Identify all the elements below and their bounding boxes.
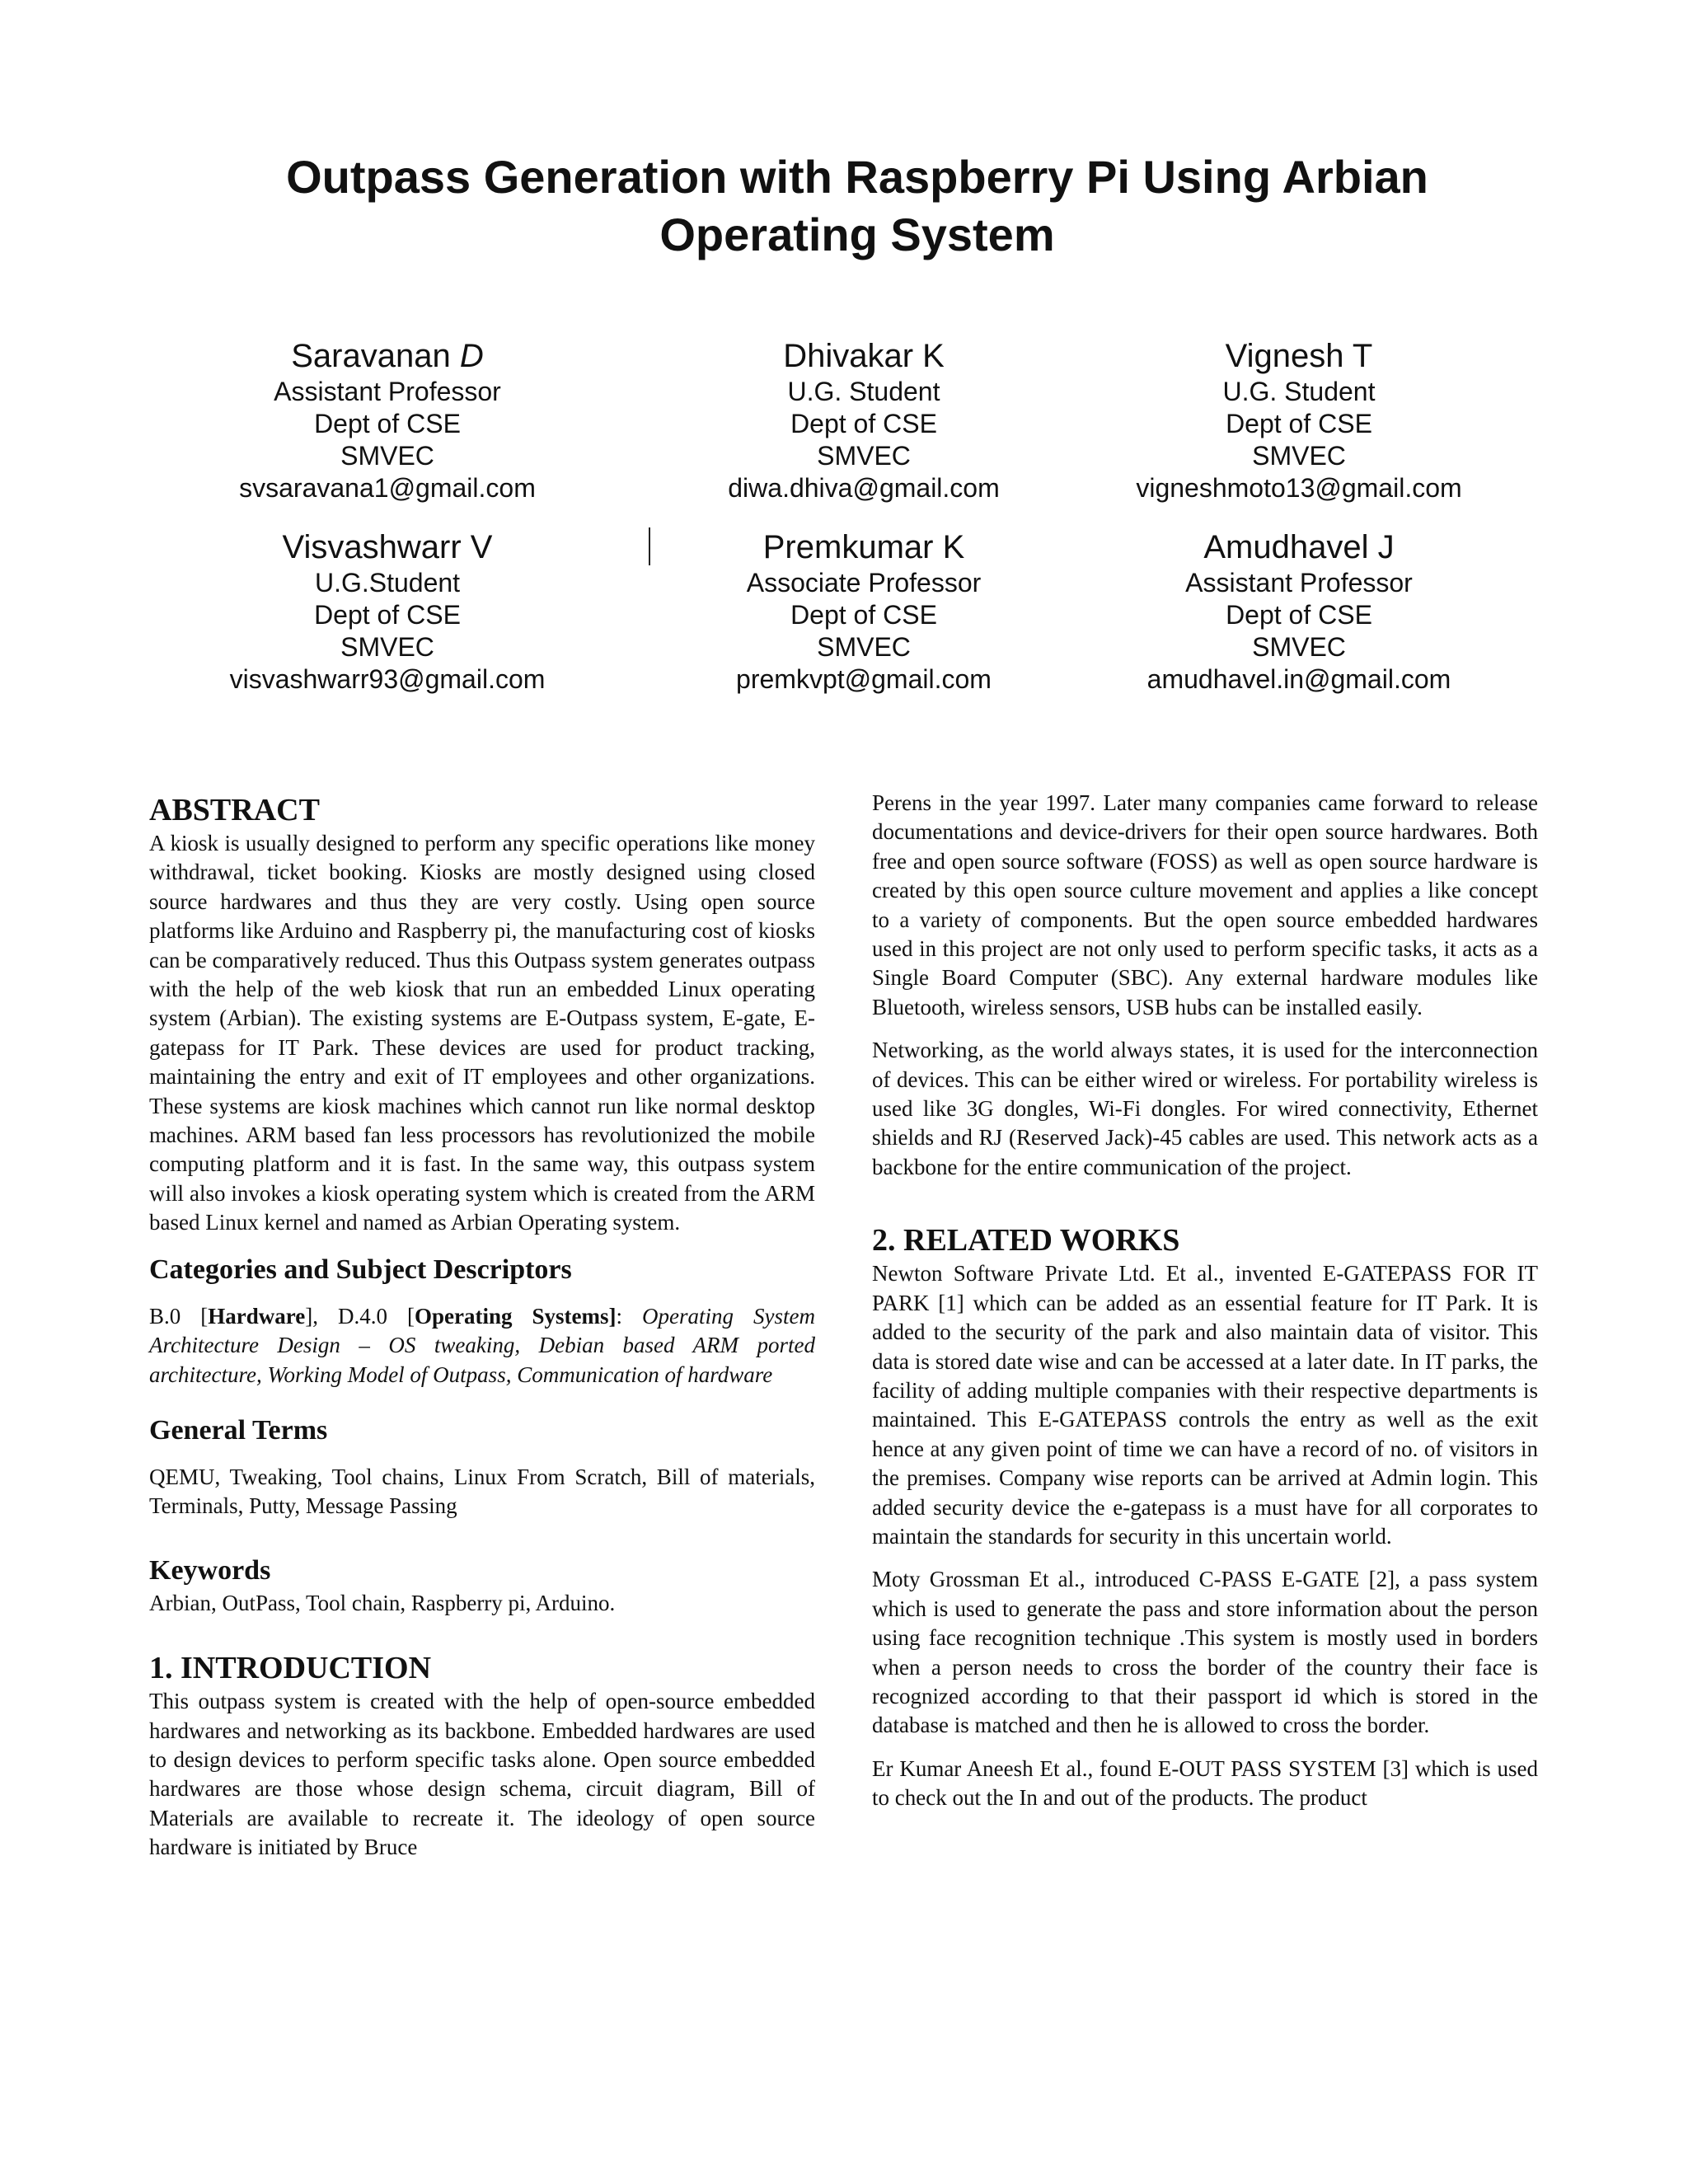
networking-text: Networking, as the world always states, it is used for the interconnection of devices. This can be either wired or wireless. For portability wireless is used like 3G dongles, Wi-Fi dongles. For wired connectivity, Ethernet shields and RJ (Reserved Jack)-45 cables are used. This network acts as a backbone for the entire communication of the project. [872, 1038, 1538, 1179]
author-dept: Dept of CSE [790, 409, 937, 438]
author-org: SMVEC [1252, 632, 1346, 662]
author-name: Dhivakar K [783, 338, 945, 374]
abstract-text: A kiosk is usually designed to perform any specific operations like money withdrawal, ticket booking. Kiosks are mostly designed using closed source hardwares and thus they are very costly. Using open source platforms like Arduino and Raspberry pi, the manufacturing cost of kiosks can be comparatively reduced. Thus this Outpass system generates outpass with the help of the web kiosk that run an embedded Linux operating system (Arbian). The existing systems are E-Outpass system, E-gate, E-gatepass for IT Park. These devices are used for product tracking, maintaining the entry and exit of IT employees and other organizations. These systems are kiosk machines which cannot run like normal desktop machines. ARM based fan less processors has revolutionized the mobile computing platform and it is fast. In the same way, this outpass system will also invokes a kiosk operating system which is created from the ARM based Linux kernel and named as Arbian Operating system. [149, 831, 815, 1235]
author-block [157, 527, 618, 696]
author-position: U.G.Student [314, 568, 461, 598]
introduction-heading: 1. INTRODUCTION [149, 1651, 432, 1686]
author-dept: Dept of CSE [1226, 600, 1372, 630]
categories-heading: Categories and Subject Descriptors [149, 1254, 572, 1285]
author-email[interactable]: diwa.dhiva@gmail.com [728, 473, 1000, 503]
abstract-heading: ABSTRACT [149, 793, 320, 827]
author-email[interactable]: svsaravana1@gmail.com [239, 473, 536, 503]
author-name: Vignesh T [1225, 338, 1373, 374]
author-name: Saravanan D [291, 338, 484, 374]
paper-title-line-1: Outpass Generation with Raspberry Pi Using Arbian [286, 151, 1428, 203]
author-block [1068, 336, 1530, 504]
author-position: Assistant Professor [1185, 568, 1413, 598]
author-dept: Dept of CSE [314, 600, 461, 630]
paper-title-line-2: Operating System [659, 209, 1055, 260]
related-works-paragraph-2: Moty Grossman Et al., introduced C-PASS E-GATE [2], a pass system which is used to generate the pass and store information about the person using face recognition technique .This system is mostly used in borders when a person needs to cross the border of the country their face is recognized according to that their passport id which is stored in the database is matched and then he is allowed to cross the border. [872, 1567, 1538, 1738]
author-org: SMVEC [340, 632, 434, 662]
author-block [633, 527, 1095, 696]
author-org: SMVEC [340, 441, 434, 471]
author-block [1068, 527, 1530, 696]
categories-text: B.0 [Hardware], D.4.0 [Operating Systems]: Operating System Architecture Design – OS tweaking, Debian based ARM ported architecture, Working Model of Outpass, Communication of hardware [149, 1303, 816, 1387]
author-name: Amudhavel J [1203, 529, 1395, 565]
related-works-heading: 2. RELATED WORKS [872, 1223, 1180, 1258]
introduction-text: This outpass system is created with the help of open-source embedded hardwares and networking as its backbone. Embedded hardwares are used to design devices to perform specific tasks alone. Open source embedded hardwares are those whose design schema, circuit diagram, Bill of Materials are available to recreate it. The ideology of open source hardware is initiated by Bruce [149, 1689, 815, 1860]
author-dept: Dept of CSE [790, 600, 937, 630]
related-works-paragraph-3: Er Kumar Aneesh Et al., found E-OUT PASS SYSTEM [3] which is used to check out the In and out of the products. The product [872, 1755, 1538, 1811]
author-position: Associate Professor [746, 568, 982, 598]
author-block [157, 336, 618, 504]
author-dept: Dept of CSE [1226, 409, 1372, 438]
author-name: Visvashwarr V [282, 529, 493, 565]
author-email[interactable]: vigneshmoto13@gmail.com [1136, 473, 1462, 503]
author-position: U.G. Student [787, 377, 940, 406]
author-org: SMVEC [817, 632, 911, 662]
right-column [872, 789, 1538, 1813]
related-works-paragraph-1: Newton Software Private Ltd. Et al., invented E-GATEPASS FOR IT PARK [1] which can be added as an essential feature for IT Park. It is added to the security of the park and also maintain data of visitor. This data is stored date wise and can be accessed at a later date. In IT parks, the facility of adding multiple companies with their respective departments is maintained. This E-GATEPASS controls the entry as well as the exit hence at any given point of time we can have a record of no. of visitors in the premises. Company wise reports can be arrived at Admin login. This added security device the e-gatepass is a must have for all corporates to maintain the standards for security in this uncertain world. [872, 1261, 1538, 1549]
left-column [149, 791, 815, 1863]
author-block [633, 336, 1095, 504]
author-email[interactable]: amudhavel.in@gmail.com [1146, 664, 1451, 694]
author-org: SMVEC [817, 441, 911, 471]
general-terms-text: QEMU, Tweaking, Tool chains, Linux From Scratch, Bill of materials, Terminals, Putty, Message Passing [149, 1464, 815, 1519]
author-name: Premkumar K [762, 529, 965, 565]
keywords-heading: Keywords [149, 1554, 271, 1586]
author-position: Assistant Professor [274, 377, 501, 406]
general-terms-heading: General Terms [149, 1414, 328, 1446]
paper-title [148, 148, 1566, 264]
author-dept: Dept of CSE [314, 409, 461, 438]
author-org: SMVEC [1252, 441, 1346, 471]
keywords-text: Arbian, OutPass, Tool chain, Raspberry pi, Arduino. [149, 1590, 616, 1615]
introduction-continued-text: Perens in the year 1997. Later many companies came forward to release documentations and device-drivers for their open source hardwares. Both free and open source software (FOSS) as well as open source hardware is created by this open source culture movement and applies a like concept to a variety of components. But the open source embedded hardwares used in this project are not only used to perform specific tasks, it acts as a Single Board Computer (SBC). Any external hardware modules like Bluetooth, wireless sensors, USB hubs can be installed easily. [872, 790, 1538, 1019]
author-position: U.G. Student [1222, 377, 1376, 406]
author-email[interactable]: visvashwarr93@gmail.com [229, 664, 546, 694]
author-email[interactable]: premkvpt@gmail.com [736, 664, 992, 694]
